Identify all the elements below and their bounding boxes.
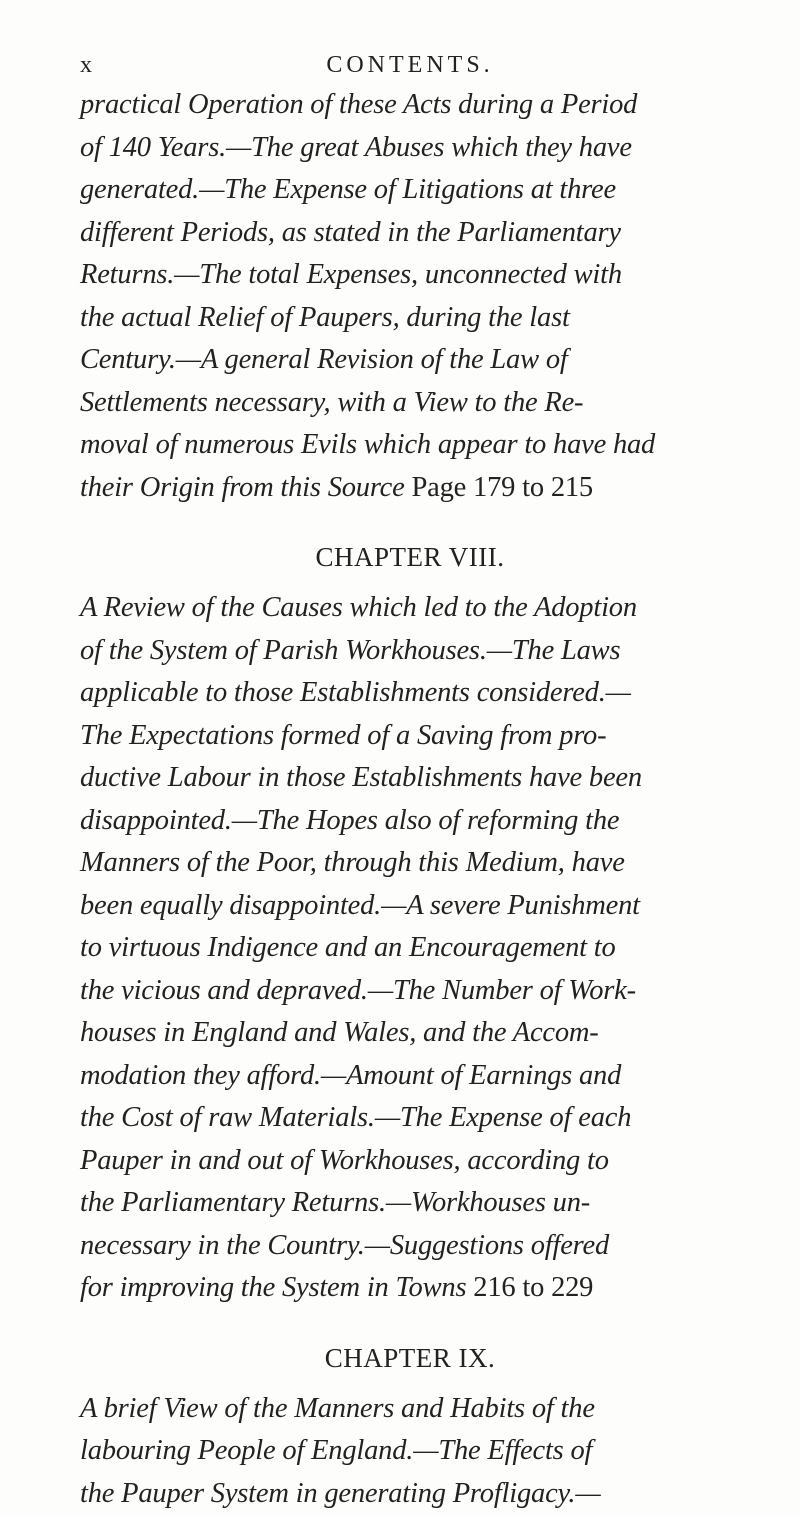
text-line: the Cost of raw Materials.—The Expense of each <box>80 1097 740 1140</box>
text-line-last <box>80 1267 740 1310</box>
text-line-text: for improving the System in Towns <box>80 1272 466 1303</box>
text-line: been equally disappointed.—A severe Punishment <box>80 885 740 928</box>
text-line: The Expectations formed of a Saving from pro- <box>80 715 740 758</box>
text-line: the vicious and depraved.—The Number of Work- <box>80 970 740 1013</box>
text-line: practical Operation of these Acts during a Period <box>80 84 740 127</box>
text-line: of 140 Years.—The great Abuses which they have <box>80 127 740 170</box>
text-line: generated.—The Expense of Litigations at three <box>80 169 740 212</box>
text-line: to virtuous Indigence and an Encouragement to <box>80 927 740 970</box>
text-line: Pauper in and out of Workhouses, according to <box>80 1140 740 1183</box>
chapter-heading: CHAPTER IX. <box>80 1338 740 1378</box>
text-line: the actual Relief of Paupers, during the last <box>80 297 740 340</box>
text-line: different Periods, as stated in the Parliamentary <box>80 212 740 255</box>
text-line-text: their Origin from this Source <box>80 472 405 503</box>
text-line: labouring People of England.—The Effects of <box>80 1430 740 1473</box>
text-line: necessary in the Country.—Suggestions offered <box>80 1225 740 1268</box>
text-line: ductive Labour in those Establishments have been <box>80 757 740 800</box>
text-line-last <box>80 467 740 510</box>
page-reference: Page 179 to 215 <box>412 472 593 503</box>
text-line: Settlements necessary, with a View to the Re- <box>80 382 740 425</box>
running-title: CONTENTS. <box>80 52 740 79</box>
page-number: x <box>80 52 93 79</box>
text-line: houses in England and Wales, and the Accom- <box>80 1012 740 1055</box>
text-line: moval of numerous Evils which appear to have had <box>80 424 740 467</box>
text-line: of the System of Parish Workhouses.—The Laws <box>80 630 740 673</box>
text-line: applicable to those Establishments considered.— <box>80 672 740 715</box>
text-line: the Pauper System in generating Profligacy.— <box>80 1473 740 1515</box>
page-reference: 216 to 229 <box>473 1272 593 1303</box>
text-line: Returns.—The total Expenses, unconnected with <box>80 254 740 297</box>
text-line: the Parliamentary Returns.—Workhouses un- <box>80 1182 740 1225</box>
text-line: modation they afford.—Amount of Earnings and <box>80 1055 740 1098</box>
text-line: disappointed.—The Hopes also of reforming the <box>80 800 740 843</box>
text-line: Century.—A general Revision of the Law of <box>80 339 740 382</box>
text-line: A brief View of the Manners and Habits of the <box>80 1388 740 1431</box>
text-line: A Review of the Causes which led to the Adoption <box>80 587 740 630</box>
running-head <box>80 52 740 84</box>
text-line: Manners of the Poor, through this Medium, have <box>80 842 740 885</box>
chapter-heading: CHAPTER VIII. <box>80 537 740 577</box>
